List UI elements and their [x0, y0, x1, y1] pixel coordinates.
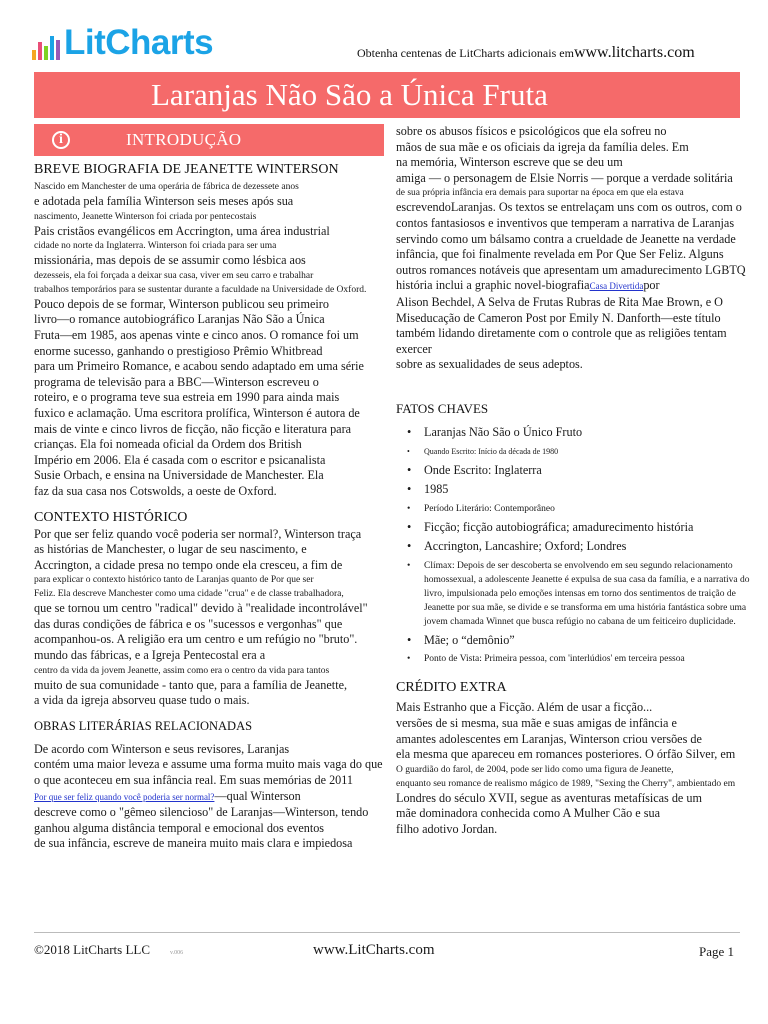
- context-line: muito de sua comunidade - tanto que, para a família de Jeanette,: [34, 677, 348, 692]
- bio-line: Pouco depois de se formar, Winterson publicou seu primeiro: [34, 296, 329, 311]
- credit-line: O guardião do farol, de 2004, pode ser lido como uma figura de Jeanette,: [396, 764, 674, 775]
- fact-item: • Accrington, Lancashire; Oxford; Londres: [396, 539, 756, 555]
- credit-line: Mais Estranho que a Ficção. Além de usar a ficção...: [396, 700, 653, 715]
- related-line: descreve como o "gêmeo silencioso" de Laranjas—Winterson, tendo: [34, 805, 369, 820]
- litcharts-logo[interactable]: [32, 23, 214, 62]
- intro-line: outros romances notáveis que apresentam um amadurecimento LGBTQ: [396, 262, 746, 277]
- related-line: ganhou alguma distância temporal e emocional dos eventos: [34, 820, 325, 835]
- facts-list: [396, 425, 756, 667]
- fact-item: • Clímax: Depois de ser descoberta se envolvendo em seu segundo relacionamento homossexual, a adolescente Jeanette é expulsa de sua casa da família, e a narrativa do livro, impulsionada pelo emoções intensas em torno dos sentimentos de traição de Jeanette por sua mãe, se divide e se transforma em uma história fantástica sobre uma jovem chamada Winnet que busca refúgio no cabana de um feiticeiro duplicidade.: [396, 559, 756, 629]
- context-line: as histórias de Manchester, o lugar de seu nascimento, e: [34, 542, 307, 557]
- related-line: De acordo com Winterson e seus revisores, Laranjas: [34, 741, 290, 756]
- fact-item: • Laranjas Não São o Único Fruto: [396, 425, 756, 441]
- credit-line: Londres do século XVII, segue as aventuras metafísicas de um: [396, 790, 702, 805]
- context-heading: CONTEXTO HISTÓRICO: [34, 509, 188, 525]
- right-intro-tail: [396, 295, 756, 373]
- fact-item: • Ficção; ficção autobiográfica; amadurecimento história: [396, 520, 756, 536]
- bio-heading: BREVE BIOGRAFIA DE JEANETTE WINTERSON: [34, 162, 339, 177]
- tagline-url[interactable]: www.litcharts.com: [573, 44, 695, 61]
- intro-line: contos fantasiosos e inventivos que temperam a narrativa de Laranjas: [396, 215, 735, 230]
- credit-line: amantes adolescentes em Laranjas, Winterson criou versões de: [396, 731, 702, 746]
- intro-line: também lidando diretamente com o controle que as religiões tentam exercer: [396, 326, 727, 356]
- right-column: [396, 124, 756, 838]
- credit-text: [396, 700, 756, 837]
- bio-line: para um Primeiro Romance, e acabou sendo adaptado em uma série: [34, 359, 364, 374]
- intro-line: Alison Bechdel, A Selva de Frutas Rubras de Rita Mae Brown, e O: [396, 294, 723, 309]
- context-line: centro da vida da jovem Jeanette, assim como era o centro da vida para tantos: [34, 665, 330, 676]
- intro-line: sobre os abusos físicos e psicológicos que ela sofreu no: [396, 124, 667, 138]
- fact-item: • 1985: [396, 482, 756, 498]
- bio-line: cidade no norte da Inglaterra. Winterson foi criada para ser uma: [34, 241, 277, 252]
- bio-line: livro—o romance autobiográfico Laranjas Não São a Única: [34, 312, 325, 327]
- bio-line: programa de televisão para a BBC—Winterson escreveu o: [34, 374, 319, 389]
- left-column: [34, 162, 394, 852]
- context-line: Feliz. Ela descreve Manchester como uma cidade "crua" e de classe trabalhadora,: [34, 589, 344, 600]
- context-line: a vida da igreja absorveu quase tudo o mais.: [34, 693, 250, 708]
- graphic-suffix: por: [643, 278, 660, 293]
- graphic-link[interactable]: Casa Divertida: [589, 281, 644, 292]
- related-link[interactable]: Por que ser feliz quando você poderia ser normal?: [34, 791, 215, 802]
- bio-line: nascimento, Jeanette Winterson foi criada por pentecostais: [34, 211, 257, 222]
- intro-line: escrevendoLaranjas. Os textos se entrelaçam uns com os outros, com o: [396, 200, 742, 215]
- related-line: o que aconteceu em sua infância real. Em suas memórias de 2011: [34, 773, 354, 788]
- page-number: Page 1: [699, 944, 735, 959]
- fact-item: • Ponto de Vista: Primeira pessoa, com 'interlúdios' em terceira pessoa: [396, 652, 756, 666]
- graphic-prefix: história inclui a graphic novel-biografia: [396, 278, 590, 293]
- info-icon: i: [52, 131, 70, 149]
- intro-line: sobre as sexualidades de seus adeptos.: [396, 357, 583, 372]
- credit-line: mãe dominadora conhecida como A Mulher Cão e sua: [396, 806, 660, 821]
- credit-line: filho adotivo Jordan.: [396, 822, 498, 837]
- bio-line: fuxico e aclamação. Uma escritora prolífica, Winterson é autora de: [34, 405, 360, 420]
- intro-line: na memória, Winterson escreve que se deu um: [396, 155, 623, 170]
- fact-item: • Mãe; o “demônio”: [396, 633, 756, 649]
- logo-text: LitCharts: [64, 23, 214, 62]
- copyright-text: ©2018 LitCharts LLC: [34, 942, 151, 957]
- section-label: INTRODUÇÃO: [126, 130, 242, 149]
- bio-line: Susie Orbach, e ensina na Universidade de Manchester. Ela: [34, 468, 324, 483]
- bio-line: Fruta—em 1985, aos apenas vinte e cinco anos. O romance foi um: [34, 327, 359, 342]
- bio-line: roteiro, e o programa teve sua estreia em 1990 para ainda mais: [34, 390, 340, 405]
- context-line: das duras condições de fábrica e os "sucessos e vergonhas" que: [34, 616, 343, 631]
- bio-line: dezesseis, ela foi forçada a deixar sua casa, viver em seu carro e trabalhar: [34, 270, 314, 281]
- credit-line: ela mesma que apareceu em romances posteriores. O órfão Silver, em: [396, 747, 736, 762]
- intro-line: mãos de sua mãe e os oficiais da igreja da família deles. Em: [396, 139, 689, 154]
- bio-line: Império em 2006. Ela é casada com o escritor e psicanalista: [34, 452, 326, 467]
- related-line: de sua infância, escreve de maneira muito mais clara e impiedosa: [34, 836, 353, 851]
- bio-line: Pais cristãos evangélicos em Accrington, uma área industrial: [34, 223, 330, 238]
- related-heading: OBRAS LITERÁRIAS RELACIONADAS: [34, 718, 253, 733]
- related-link-suffix: —qual Winterson: [214, 788, 301, 803]
- page-title: Laranjas Não São a Única Fruta: [34, 72, 740, 118]
- context-line: que se tornou um centro "radical" devido à "realidade incontrolável": [34, 601, 368, 616]
- related-text: [34, 742, 394, 789]
- context-text: [34, 527, 394, 709]
- credit-line: versões de si mesma, sua mãe e suas amigas de infância e: [396, 716, 677, 731]
- bar-chart-icon: [32, 30, 60, 60]
- bio-line: trabalhos temporários para se sustentar durante a faculdade na Universidade de Oxford.: [34, 284, 367, 295]
- credit-heading: CRÉDITO EXTRA: [396, 680, 507, 696]
- related-tail: [34, 805, 394, 852]
- bio-line: mais de vinte e cinco livros de ficção, não ficção e literatura para: [34, 421, 352, 436]
- footer-copyright: [34, 942, 183, 958]
- bio-line: missionária, mas depois de se assumir como lésbica aos: [34, 253, 306, 268]
- context-line: para explicar o contexto histórico tanto de Laranjas quanto de Por que ser: [34, 575, 314, 586]
- bio-line: faz da sua casa nos Cotswolds, a oeste de Oxford.: [34, 483, 277, 498]
- header-tagline: [357, 44, 695, 62]
- fact-item: • Quando Escrito: Início da década de 1980: [396, 445, 756, 459]
- context-line: acompanhou-os. A religião era um centro e um refúgio no "bruto".: [34, 632, 358, 647]
- bio-line: Nascido em Manchester de uma operária de fábrica de dezessete anos: [34, 182, 299, 192]
- bio-line: crianças. Ela foi nomeada oficial da Ordem dos British: [34, 437, 302, 452]
- facts-heading: FATOS CHAVES: [396, 400, 489, 416]
- fact-item: • Onde Escrito: Inglaterra: [396, 463, 756, 479]
- footer-divider: [34, 932, 740, 933]
- intro-line: Miseducação de Cameron Post por Emily N. Danforth—este título: [396, 310, 721, 325]
- context-line: mundo das fábricas, e a Igreja Pentecostal era a: [34, 648, 266, 663]
- bio-line: e adotada pela família Winterson seis meses após sua: [34, 194, 294, 208]
- context-line: Accrington, a cidade presa no tempo onde ela cresceu, a fim de: [34, 557, 343, 572]
- fact-item: • Período Literário: Contemporâneo: [396, 502, 756, 516]
- context-line: Por que ser feliz quando você poderia ser normal?, Winterson traça: [34, 526, 362, 541]
- intro-line: infância, que foi finalmente revelada em Por Que Ser Feliz. Alguns: [396, 247, 724, 262]
- version-text: v.006: [170, 950, 184, 956]
- tagline-text: Obtenha centenas de LitCharts adicionais em: [357, 46, 574, 60]
- bio-line: enorme sucesso, ganhando o prestigioso Prêmio Whitbread: [34, 343, 323, 358]
- related-line: contém uma maior leveza e assume uma forma muito mais vaga do que: [34, 757, 383, 772]
- section-header: [34, 124, 384, 156]
- intro-line: amiga — o personagem de Elsie Norris — porque a verdade solitária: [396, 170, 733, 185]
- credit-line: enquanto seu romance de realismo mágico de 1989, "Sexing the Cherry", ambientado em: [396, 778, 736, 789]
- footer-url[interactable]: www.LitCharts.com: [313, 942, 435, 958]
- related-link-line: [34, 789, 394, 806]
- right-intro-text: [396, 124, 756, 278]
- intro-line: servindo como um bálsamo contra a crueldade de Jeanette na verdade: [396, 231, 736, 246]
- intro-line: de sua própria infância era demais para suportar na época em que ela estava: [396, 188, 684, 199]
- bio-text: [34, 180, 394, 500]
- graphic-novel-line: [396, 278, 756, 295]
